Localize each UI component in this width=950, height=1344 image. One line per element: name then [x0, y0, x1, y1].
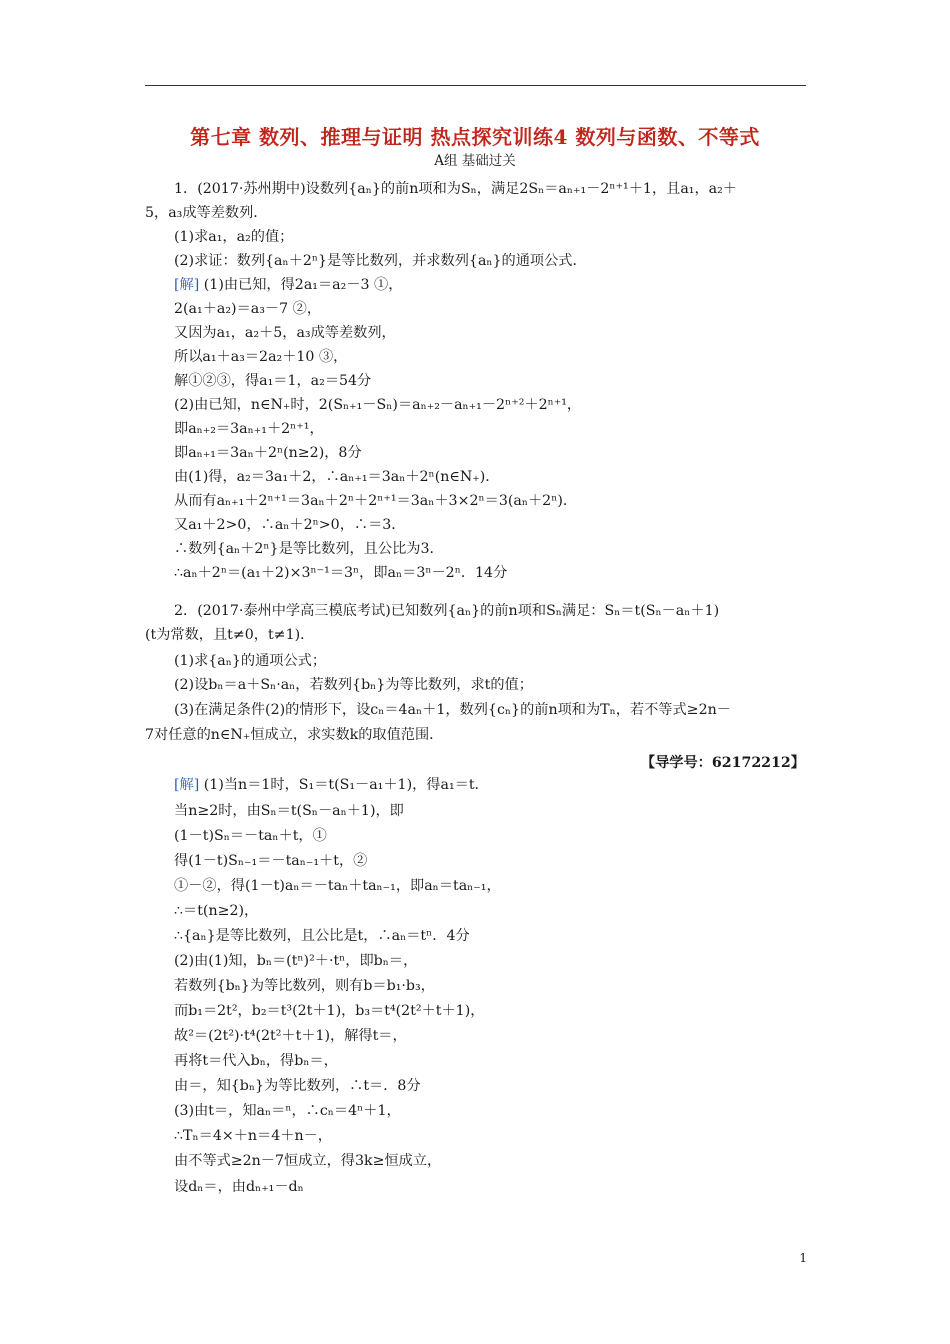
solution-2-line-7: ∴{aₙ}是等比数列，且公比是t，∴aₙ＝tⁿ．4分 [174, 928, 470, 944]
solution-2-line-13: 由＝，知{bₙ}为等比数列，∴t＝．8分 [174, 1078, 421, 1094]
top-rule [145, 85, 806, 86]
reference-code: 【导学号：62172212】 [640, 755, 805, 771]
problem-1-line-2: 5，a₃成等差数列． [145, 205, 268, 221]
solution-1-line-1 [174, 276, 402, 294]
solution-2-line-14: (3)由t＝，知aₙ＝ⁿ，∴cₙ＝4ⁿ＋1， [174, 1103, 401, 1119]
solution-label: [解] [174, 777, 200, 793]
solution-1-line-7: 即aₙ₊₂＝3aₙ₊₁＋2ⁿ⁺¹， [174, 421, 324, 437]
solution-1-line-11: 又a₁＋2>0，∴aₙ＋2ⁿ>0，∴＝3． [174, 517, 406, 533]
solution-1-line-12: ∴数列{aₙ＋2ⁿ}是等比数列，且公比为3． [174, 541, 444, 557]
problem-1-line-1: 1．(2017·苏州期中)设数列{aₙ}的前n项和为Sₙ，满足2Sₙ＝aₙ₊₁－2ⁿ⁺¹＋1，且a₁，a₂＋ [174, 181, 737, 197]
solution-2-line-8: (2)由(1)知，bₙ＝(tⁿ)²＋·tⁿ，即bₙ＝， [174, 953, 418, 969]
solution-2-line-9: 若数列{bₙ}为等比数列，则有b＝b₁·b₃， [174, 978, 435, 994]
problem-1-q1: (1)求a₁，a₂的值； [174, 229, 294, 245]
page-number: 1 [799, 1251, 807, 1265]
solution-1-line-2: 2(a₁＋a₂)＝a₃－7 ②， [174, 301, 322, 317]
problem-2-q3: (3)在满足条件(2)的情形下，设cₙ＝4aₙ＋1，数列{cₙ}的前n项和为Tₙ，若不等式≥2n－ [174, 702, 731, 718]
page-title: 第七章 数列、推理与证明 热点探究训练4 数列与函数、不等式 [190, 125, 760, 149]
solution-2-line-1 [174, 776, 489, 794]
solution-1-line-10: 从而有aₙ₊₁＋2ⁿ⁺¹＝3aₙ＋2ⁿ＋2ⁿ⁺¹＝3aₙ＋3×2ⁿ＝3(aₙ＋2ⁿ)． [174, 493, 578, 509]
solution-2-text: (1)当n＝1时，S₁＝t(S₁－a₁＋1)，得a₁＝t． [199, 777, 489, 793]
problem-2-line-2: (t为常数，且t≠0，t≠1)． [145, 627, 315, 643]
solution-2-line-2: 当n≥2时，由Sₙ＝t(Sₙ－aₙ＋1)，即 [174, 803, 404, 819]
solution-1-line-4: 所以a₁＋a₃＝2a₂＋10 ③， [174, 349, 348, 365]
solution-1-line-8: 即aₙ₊₁＝3aₙ＋2ⁿ(n≥2)，8分 [174, 445, 362, 461]
solution-2-line-10: 而b₁＝2t²，b₂＝t³(2t＋1)，b₃＝t⁴(2t²＋t＋1)， [174, 1003, 485, 1019]
solution-2-line-16: 由不等式≥2n－7恒成立，得3k≥恒成立， [174, 1153, 442, 1169]
problem-2-q1: (1)求{aₙ}的通项公式； [174, 653, 327, 669]
problem-2-q3-cont: 7对任意的n∈N₊恒成立，求实数k的取值范围． [145, 727, 444, 743]
solution-2-line-12: 再将t＝代入bₙ，得bₙ＝， [174, 1053, 338, 1069]
solution-1-line-6: (2)由已知，n∈N₊时，2(Sₙ₊₁－Sₙ)＝aₙ₊₂－aₙ₊₁－2ⁿ⁺²＋2ⁿ⁺¹， [174, 397, 582, 413]
section-subtitle: A组 基础过关 [434, 153, 516, 169]
solution-1-text: (1)由已知，得2a₁＝a₂－3 ①， [199, 277, 403, 293]
problem-1-q2: (2)求证：数列{aₙ＋2ⁿ}是等比数列，并求数列{aₙ}的通项公式． [174, 253, 587, 269]
solution-2-line-4: 得(1－t)Sₙ₋₁＝－taₙ₋₁＋t，② [174, 853, 368, 869]
solution-2-line-15: ∴Tₙ＝4×＋n＝4＋n－， [174, 1128, 332, 1144]
solution-label: [解] [174, 277, 200, 293]
solution-2-line-17: 设dₙ＝，由dₙ₊₁－dₙ [174, 1179, 304, 1195]
solution-2-line-3: (1－t)Sₙ＝－taₙ＋t，① [174, 828, 327, 844]
solution-1-line-9: 由(1)得，a₂＝3a₁＋2，∴aₙ₊₁＝3aₙ＋2ⁿ(n∈N₊)． [174, 469, 500, 485]
solution-2-line-6: ∴＝t(n≥2)， [174, 903, 259, 919]
solution-2-line-5: ①－②，得(1－t)aₙ＝－taₙ＋taₙ₋₁，即aₙ＝taₙ₋₁， [174, 878, 501, 894]
solution-1-line-5: 解①②③，得a₁＝1，a₂＝54分 [174, 373, 372, 389]
solution-2-line-11: 故²＝(2t²)·t⁴(2t²＋t＋1)，解得t＝， [174, 1028, 407, 1044]
problem-2-line-1: 2．(2017·泰州中学高三模底考试)已知数列{aₙ}的前n项和Sₙ满足：Sₙ＝t(Sₙ－aₙ＋1) [174, 603, 720, 619]
solution-1-line-3: 又因为a₁，a₂＋5，a₃成等差数列， [174, 325, 396, 341]
solution-1-line-13: ∴aₙ＋2ⁿ＝(a₁＋2)×3ⁿ⁻¹＝3ⁿ，即aₙ＝3ⁿ－2ⁿ．14分 [174, 565, 508, 581]
problem-2-q2: (2)设bₙ＝a＋Sₙ·aₙ，若数列{bₙ}为等比数列，求t的值； [174, 677, 533, 693]
